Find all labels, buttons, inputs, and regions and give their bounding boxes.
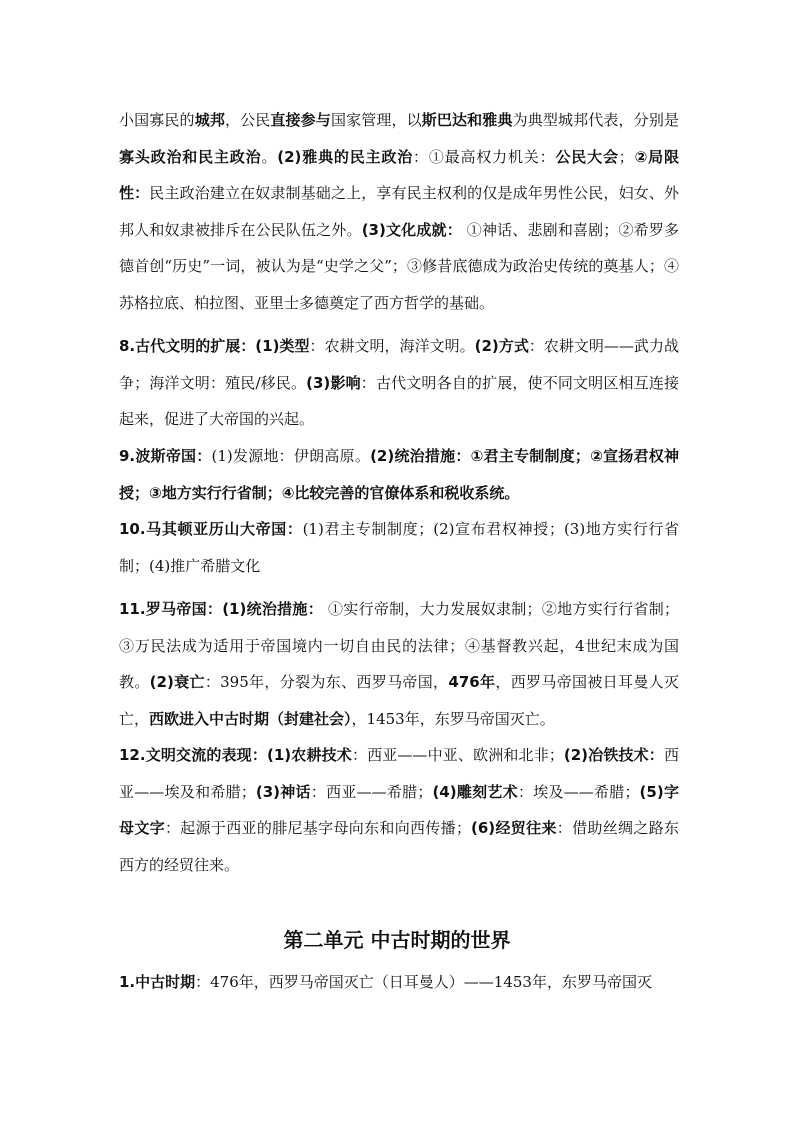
bold-text-run: (5)字母文字 xyxy=(119,782,679,838)
text-run: 民主政治建立在奴隶制基础之上，享有民主权利的仅是成年男性公民，妇女、外邦人和奴隶被排斥在公民队伍之外。 xyxy=(119,184,679,239)
paragraph-item-8 xyxy=(119,328,679,438)
bold-text-run: (2)衰亡 xyxy=(149,673,205,692)
bold-text-run: 直接参与 xyxy=(270,111,331,129)
text-run: ； xyxy=(618,147,634,166)
paragraph-item-10 xyxy=(119,511,679,584)
bold-text-run: (2)统治措施：①君主专制制度；②宣扬君权神授；③地方实行行省制；④比较完善的官僚体系和税收系统。 xyxy=(119,447,679,502)
bold-text-run: (3)文化成就： xyxy=(361,220,462,239)
text-run: (1)君主专制制度；(2)宣布君权神授；(3)地方实行行省制；(4)推广希腊文化 xyxy=(119,520,679,575)
text-run: ：农耕文明，海洋文明。 xyxy=(309,337,475,355)
bold-text-run: (2)方式 xyxy=(474,337,529,355)
bold-text-run: 公民大会 xyxy=(555,147,619,166)
text-run: ：395年，分裂为东、西罗马帝国， xyxy=(204,673,449,692)
text-run: ：埃及——希腊； xyxy=(517,782,640,801)
bold-text-run: 城邦 xyxy=(194,111,225,129)
bold-text-run: 斯巴达和雅典 xyxy=(421,111,513,129)
paragraph-item-12 xyxy=(119,737,679,883)
text-run: ：476年，西罗马帝国灭亡（日耳曼人）——1453年，东罗马帝国灭 xyxy=(195,973,652,991)
text-run: 西亚——埃及和希腊； xyxy=(119,746,679,801)
bold-text-run: 12.文明交流的表现：(1)农耕技术 xyxy=(119,746,352,764)
bold-text-run: (2)冶铁技术： xyxy=(563,746,664,764)
text-run: ：农耕文明——武力战争；海洋文明：殖民/移民。 xyxy=(119,337,679,392)
text-run: ：西亚——中亚、欧洲和北非； xyxy=(351,746,564,764)
paragraph-item-9 xyxy=(119,438,679,511)
text-run: (1)发源地：伊朗高原。 xyxy=(211,447,371,465)
text-run: ，公民 xyxy=(224,111,271,129)
unit-heading: 第二单元 中古时期的世界 xyxy=(283,928,511,952)
text-run: 为典型城邦代表，分别是 xyxy=(512,111,679,129)
bold-text-run: ②局限性： xyxy=(119,147,679,203)
text-run: ：起源于西亚的腓尼基字母向东和向西传播； xyxy=(164,819,471,838)
bold-text-run: 476年 xyxy=(448,673,496,692)
bold-text-run: 寡头政治和民主政治 xyxy=(119,147,262,166)
text-run: ，1453年，东罗马帝国灭亡。 xyxy=(351,709,555,728)
text-run: ，西罗马帝国被日耳曼人灭亡， xyxy=(119,673,679,728)
bold-text-run: 10.马其顿亚历山大帝国： xyxy=(119,520,303,538)
paragraph-unit2-item-1 xyxy=(119,964,679,1001)
text-run: ：西亚——希腊； xyxy=(310,782,433,801)
text-run: 。 xyxy=(261,147,278,166)
bold-text-run: 11.罗马帝国：(1)统治措施： xyxy=(119,600,323,618)
bold-text-run: 1.中古时期 xyxy=(119,973,196,991)
text-run: ：①最高权力机关： xyxy=(413,147,556,166)
bold-text-run: (3)神话 xyxy=(255,782,311,801)
text-run: 小国寡民的 xyxy=(119,111,195,129)
bold-text-run: (3)影响 xyxy=(306,373,361,392)
text-run: ：古代文明各自的扩展，使不同文明区相互连接起来，促进了大帝国的兴起。 xyxy=(119,373,679,429)
text-run: ：借助丝绸之路东西方的经贸往来。 xyxy=(119,819,679,874)
bold-text-run: (6)经贸往来 xyxy=(471,819,557,838)
paragraph-greek-city-states xyxy=(119,102,679,322)
bold-text-run: 9.波斯帝国： xyxy=(119,447,212,465)
paragraph-item-11 xyxy=(119,591,679,737)
text-run: ①神话、悲剧和喜剧；②希罗多德首创“历史”一词，被认为是“史学之父”；③修昔底德成为政治史传统的奠基人；④苏格拉底、柏拉图、亚里士多德奠定了西方哲学的基础。 xyxy=(119,220,679,312)
text-run: 国家管理，以 xyxy=(330,111,422,129)
bold-text-run: 8.古代文明的扩展：(1)类型 xyxy=(119,337,310,355)
text-run: ①实行帝制，大力发展奴隶制；②地方实行行省制；③万民法成为适用于帝国境内一切自由民的法律；④基督教兴起，4世纪末成为国教。 xyxy=(119,600,679,692)
bold-text-run: (2)雅典的民主政治 xyxy=(277,147,414,166)
bold-text-run: 西欧进入中古时期（封建社会） xyxy=(149,709,352,728)
bold-text-run: (4)雕刻艺术 xyxy=(432,782,518,801)
